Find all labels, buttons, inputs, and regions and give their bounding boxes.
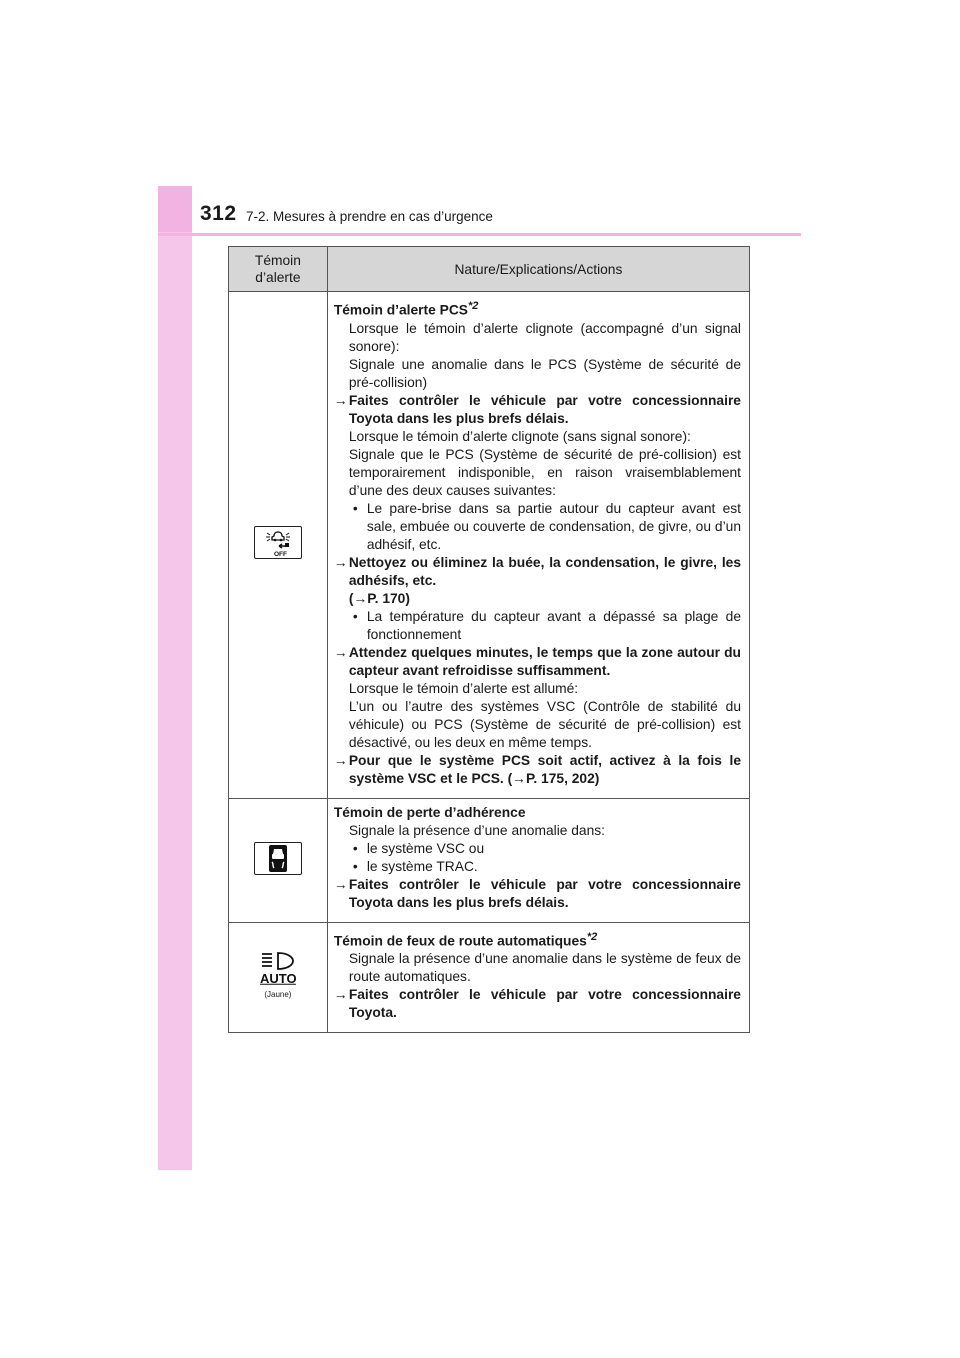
- indicator-cell: [229, 798, 328, 922]
- row-title: Témoin de perte d’adhérence: [333, 804, 526, 820]
- warning-lights-table: [228, 246, 750, 1033]
- explanation-text: Signale une anomalie dans le PCS (Système de sécurité de pré-collision): [348, 356, 741, 390]
- description-cell: [327, 798, 749, 922]
- description-cell: [327, 922, 749, 1033]
- table-row: [229, 292, 750, 799]
- svg-text:OFF: OFF: [273, 551, 287, 559]
- action-item: → Pour que le système PCS soit actif, activez à la fois le système VSC et le PCS. (→P. 175, 202): [333, 752, 741, 786]
- indicator-cell: [229, 922, 328, 1033]
- action-item: → Nettoyez ou éliminez la buée, la condensation, le givre, les adhésifs, etc.: [333, 554, 741, 588]
- side-tab-top: [158, 186, 192, 232]
- action-item: → Faites contrôler le véhicule par votre concessionnaire Toyota.: [333, 987, 741, 1021]
- header-rule: [158, 233, 801, 236]
- page-reference: (→P. 170): [348, 590, 410, 606]
- svg-text:AUTO: AUTO: [259, 970, 297, 985]
- explanation-text: Signale la présence d’une anomalie dans le système de feux de route automatiques.: [348, 951, 741, 985]
- explanation-text: L’un ou l’autre des systèmes VSC (Contrôle de stabilité du véhicule) ou PCS (Système de sécurité de pré-collision) est désactivé, ou les deux en même temps.: [348, 698, 741, 750]
- row-title: Témoin d’alerte PCS$^{*2}$: [333, 300, 479, 318]
- auto-high-beam-icon: [256, 951, 300, 985]
- explanation-text: Signale que le PCS (Système de sécurité de pré-collision) est temporairement indisponible, en raison vraisemblablement d’une des deux causes suivantes:: [348, 446, 741, 498]
- condition-text: Lorsque le témoin d’alerte est allumé:: [348, 680, 579, 696]
- row-title: Témoin de feux de route automatiques$^{*2}$: [333, 930, 598, 949]
- page-number: 312: [200, 202, 237, 225]
- bullet-item: • Le pare-brise dans sa partie autour du capteur avant est sale, embuée ou couverte de condensation, de givre, ou d’un adhésif, etc.: [352, 500, 741, 552]
- bullet-item: • La température du capteur avant a dépassé sa plage de fonctionnement: [352, 608, 741, 642]
- action-item: → Faites contrôler le véhicule par votre concessionnaire Toyota dans les plus brefs délais.: [333, 876, 741, 910]
- table-row: [229, 922, 750, 1033]
- bullet-item: • le système TRAC.: [352, 858, 478, 874]
- explanation-text: Signale la présence d’une anomalie dans:: [348, 822, 606, 838]
- action-item: → Attendez quelques minutes, le temps que la zone autour du capteur avant refroidisse suffisamment.: [333, 644, 741, 678]
- section-title: 7-2. Mesures à prendre en cas d’urgence: [246, 209, 493, 224]
- bullet-item: • le système VSC ou: [352, 840, 485, 856]
- table-row: [229, 798, 750, 922]
- condition-text: Lorsque le témoin d’alerte clignote (accompagné d’un signal sonore):: [348, 320, 741, 354]
- description-cell: [327, 292, 749, 799]
- indicator-cell: [229, 292, 328, 799]
- condition-text: Lorsque le témoin d’alerte clignote (sans signal sonore):: [348, 428, 691, 444]
- column-header-description: Nature/Explications/Actions: [327, 247, 749, 292]
- table-header-row: [229, 247, 750, 292]
- action-item: → Faites contrôler le véhicule par votre concessionnaire Toyota dans les plus brefs délais.: [333, 392, 741, 426]
- slip-indicator-icon: [254, 842, 302, 875]
- column-header-indicator: Témoin d’alerte: [229, 247, 328, 292]
- icon-caption: (Jaune): [264, 989, 292, 999]
- pcs-off-icon: [254, 526, 302, 559]
- side-tab: [158, 186, 192, 1170]
